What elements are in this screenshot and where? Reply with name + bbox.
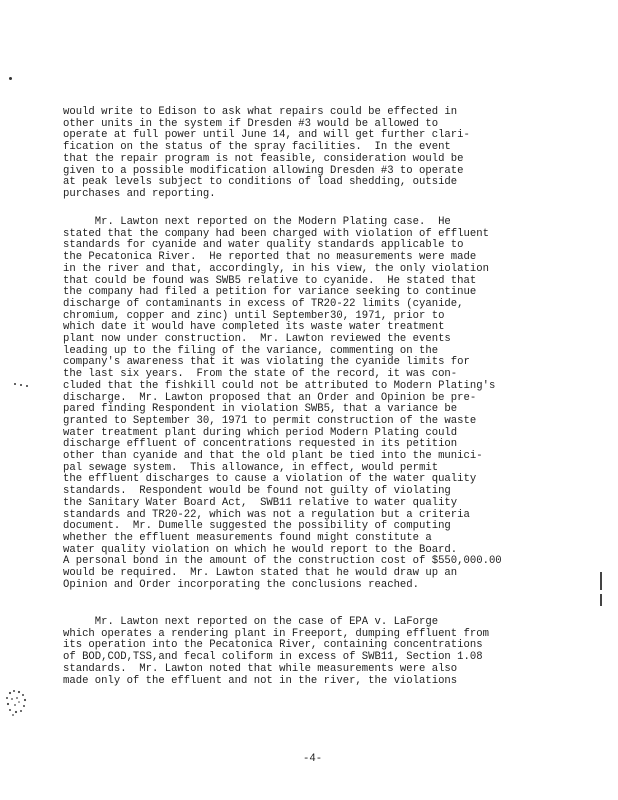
scan-speck — [9, 77, 12, 80]
paragraph-modern-plating: Mr. Lawton next reported on the Modern Plating case. He stated that the company had been charged with violation of effluent standards for cyanide and water quality standards applicable to the Pecatonica River. He reported that no measurements were made in the river and that, accordingly, in his view, the only violation that could be found was SWB5 relative to cyanide. He stated that the company had filed a petition for variance seeking to continue discharge of contaminants in excess of TR20-22 limits (cyanide, chromium, copper and zinc) until September30, 1971, prior to which date it would have completed its waste water treatment plant now under construction. Mr. Lawton reviewed the events leading up to the filing of the variance, commenting on the company's awareness that it was violating the cyanide limits for the last six years. From the state of the record, it was con- cluded that the fishkill could not be attributed to Modern Plating's discharge. Mr. Lawton proposed that an Order and Opinion be pre- pared finding Respondent in violation SWB5, that a variance be granted to September 30, 1971 to permit construction of the waste water treatment plant during which period Modern Plating could discharge effluent of concentrations requested in its petition other than cyanide and that the old plant be tied into the munici- pal sewage system. This allowance, in effect, would permit the effluent discharges to cause a violation of the water quality standards. Respondent would be found not guilty of violating the Sanitary Water Board Act, SWB11 relative to water quality standards and TR20-22, which was not a regulation but a criteria document. Mr. Dumelle suggested the possibility of computing whether the effluent measurements found might constitute a water quality violation on which he would report to the Board. A personal bond in the amount of the construction cost of $550,000.00 would be required. Mr. Lawton stated that he would draw up an Opinion and Order incorporating the conclusions reached. — [63, 216, 502, 591]
scan-speck — [14, 383, 16, 385]
scan-speck — [20, 384, 22, 386]
margin-bar — [600, 572, 602, 590]
page-number: -4- — [303, 753, 323, 765]
paragraph-epa-laforge: Mr. Lawton next reported on the case of EPA v. LaForge which operates a rendering plant in Freeport, dumping effluent from its operation into the Pecatonica River, containing concentrations of BOD,COD,TSS,and fecal coliform in excess of SWB11, Section 1.08 standards. Mr. Lawton noted that while measurements were also made only of the effluent and not in the river, the violations — [63, 616, 489, 687]
scan-speck — [26, 385, 28, 387]
paragraph-edison-dresden: would write to Edison to ask what repairs could be effected in other units in the system if Dresden #3 would be allowed to operate at full power until June 14, and will get further clari- fication on the status of the spray facilities. In the event that the repair program is not feasible, consideration would be given to a possible modification allowing Dresden #3 to operate at peak levels subject to conditions of load shedding, outside purchases and reporting. — [63, 106, 470, 200]
margin-bar — [600, 594, 602, 606]
binder-hole-mark — [4, 688, 30, 718]
